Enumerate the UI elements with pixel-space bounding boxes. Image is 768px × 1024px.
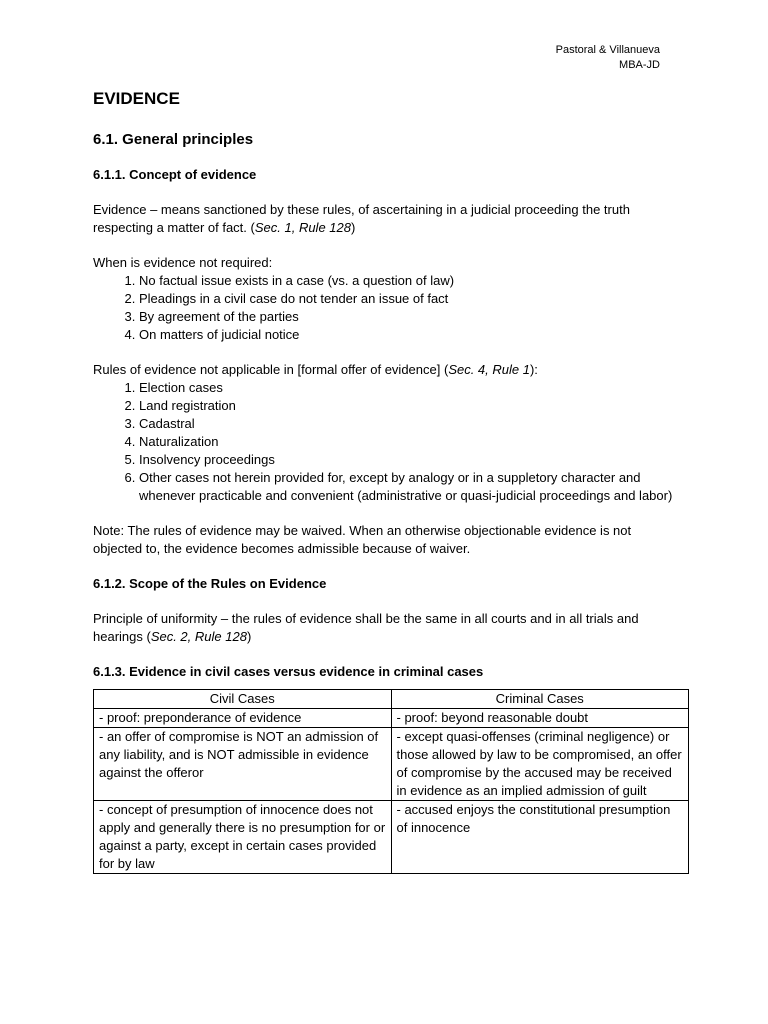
table-header-row xyxy=(94,690,689,709)
concept-heading: 6.1.1. Concept of evidence xyxy=(93,167,257,182)
comparison-heading: 6.1.3. Evidence in civil cases versus evidence in criminal cases xyxy=(93,664,484,679)
table-row xyxy=(94,801,689,874)
waiver-note: Note: The rules of evidence may be waived. When an otherwise objectionable evidence is not objected to, the evidence becomes admissible because of waiver. xyxy=(93,523,632,556)
uniformity-citation: Sec. 2, Rule 128 xyxy=(150,629,247,644)
not-applicable-text: Rules of evidence not applicable in [formal offer of evidence] ( xyxy=(93,362,449,377)
section-heading: 6.1. General principles xyxy=(93,131,254,148)
table-cell: - except quasi-offenses (criminal negligence) or those allowed by law to be compromised, an offer of compromise by the accused may be received in evidence as an implied admission of guilt xyxy=(391,728,689,801)
table-cell: - an offer of compromise is NOT an admission of any liability, and is NOT admissible in evidence against the offeror xyxy=(94,728,392,801)
scope-heading: 6.1.2. Scope of the Rules on Evidence xyxy=(93,576,327,591)
list-item: 2. Land registration xyxy=(139,397,683,415)
table-cell: - concept of presumption of innocence does not apply and generally there is no presumption for or against a party, except in certain cases provided for by law xyxy=(94,801,392,874)
uniformity-text: Principle of uniformity – the rules of evidence shall be the same in all courts and in all trials and hearings ( xyxy=(93,611,639,644)
list-item: 2. Pleadings in a civil case do not tender an issue of fact xyxy=(139,290,683,308)
page-header xyxy=(556,43,660,73)
column-header-civil: Civil Cases xyxy=(94,690,392,709)
list-item: 5. Insolvency proceedings xyxy=(139,451,683,469)
list-item: 1. No factual issue exists in a case (vs. a question of law) xyxy=(139,272,683,290)
header-author: Pastoral & Villanueva xyxy=(555,44,660,56)
uniformity-close: ) xyxy=(246,629,252,644)
not-required-intro: When is evidence not required: xyxy=(93,255,273,270)
table-cell: - proof: preponderance of evidence xyxy=(94,709,392,728)
table-row xyxy=(94,728,689,801)
list-item: 6. Other cases not herein provided for, except by analogy or in a suppletory character and whenever practicable and convenient (administrative or quasi-judicial proceedings and labor) xyxy=(139,469,683,505)
definition-text: Evidence – means sanctioned by these rules, of ascertaining in a judicial proceeding the truth respecting a matter of fact. ( xyxy=(93,202,630,235)
evidence-definition xyxy=(93,201,683,237)
uniformity-principle xyxy=(93,610,683,646)
document-body xyxy=(93,88,683,874)
not-applicable-intro xyxy=(93,361,683,379)
document-title: EVIDENCE xyxy=(93,89,180,108)
list-item: 4. Naturalization xyxy=(139,433,683,451)
definition-citation: Sec. 1, Rule 128 xyxy=(254,220,351,235)
list-item: 3. By agreement of the parties xyxy=(139,308,683,326)
not-required-list xyxy=(93,272,683,344)
not-applicable-close: ): xyxy=(529,362,538,377)
table-cell: - proof: beyond reasonable doubt xyxy=(391,709,689,728)
definition-close: ) xyxy=(350,220,356,235)
column-header-criminal: Criminal Cases xyxy=(391,690,689,709)
not-applicable-list xyxy=(93,379,683,505)
table-row xyxy=(94,709,689,728)
list-item: 4. On matters of judicial notice xyxy=(139,326,683,344)
comparison-table xyxy=(93,689,689,874)
table-cell: - accused enjoys the constitutional presumption of innocence xyxy=(391,801,689,874)
header-program: MBA-JD xyxy=(619,59,660,71)
list-item: 3. Cadastral xyxy=(139,415,683,433)
not-applicable-citation: Sec. 4, Rule 1 xyxy=(448,362,530,377)
list-item: 1. Election cases xyxy=(139,379,683,397)
